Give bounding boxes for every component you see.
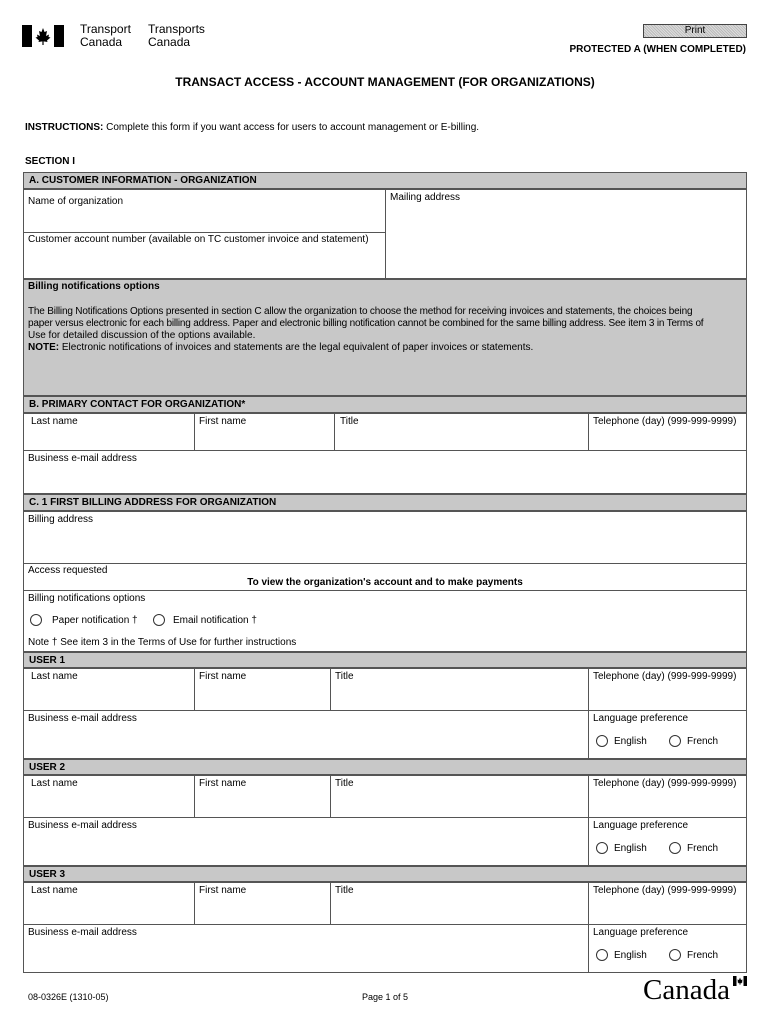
user-3-last-name-input[interactable] bbox=[25, 898, 192, 922]
org-name-input[interactable] bbox=[26, 208, 382, 230]
wordmark-text: Canada bbox=[643, 974, 730, 1006]
user-2-title-input[interactable] bbox=[332, 791, 586, 815]
user-1-last-name-label: Last name bbox=[31, 671, 78, 682]
user-3-telephone-label: Telephone (day) (999-999-9999) bbox=[593, 885, 737, 896]
user-2-french-radio[interactable] bbox=[669, 842, 681, 854]
mailing-address-label: Mailing address bbox=[390, 192, 461, 203]
user-3-french-label: French bbox=[687, 950, 719, 961]
user-3-header: USER 3 bbox=[23, 866, 747, 882]
user-2-email-label: Business e-mail address bbox=[28, 820, 137, 831]
paper-notification-label: Paper notification † bbox=[52, 615, 138, 626]
user-3-english-label: English bbox=[614, 950, 647, 961]
user-3-title-input[interactable] bbox=[332, 898, 586, 922]
instructions-text: Complete this form if you want access for users to account management or E-billing. bbox=[106, 122, 480, 133]
billing-text-2: paper versus electronic for each billing address. Paper and electronic billing notification cannot be combined for the same billing address. See item 3 in Terms of bbox=[28, 318, 704, 329]
dept-name-en bbox=[80, 23, 131, 49]
user-3-email-label: Business e-mail address bbox=[28, 927, 137, 938]
contact-last-name-input[interactable] bbox=[25, 428, 192, 448]
account-number-input[interactable] bbox=[26, 248, 382, 276]
user-2-language-label: Language preference bbox=[593, 820, 689, 831]
contact-last-name-label: Last name bbox=[31, 416, 78, 427]
user-2-last-name-label: Last name bbox=[31, 778, 78, 789]
contact-title-label: Title bbox=[340, 416, 359, 427]
dept-fr-line2: Canada bbox=[148, 35, 191, 49]
user-3-last-name-label: Last name bbox=[31, 885, 78, 896]
user-2-telephone-label: Telephone (day) (999-999-9999) bbox=[593, 778, 737, 789]
billing-address-label: Billing address bbox=[28, 514, 94, 525]
user-1-telephone-label: Telephone (day) (999-999-9999) bbox=[593, 671, 737, 682]
user-2-english-radio[interactable] bbox=[596, 842, 608, 854]
user-3-title-label: Title bbox=[335, 885, 354, 896]
section-a-header: A. CUSTOMER INFORMATION - ORGANIZATION bbox=[23, 172, 747, 189]
user-2-last-name-input[interactable] bbox=[25, 791, 192, 815]
canada-flag-logo bbox=[22, 25, 64, 47]
user-1-email-input[interactable] bbox=[26, 726, 586, 756]
dept-name-fr bbox=[148, 23, 205, 49]
wordmark-flag-icon bbox=[733, 976, 747, 986]
user-3-email-input[interactable] bbox=[26, 940, 586, 970]
access-requested-value: To view the organization's account and to make payments bbox=[247, 577, 523, 588]
user-3-english-radio[interactable] bbox=[596, 949, 608, 961]
user-2-title-label: Title bbox=[335, 778, 354, 789]
user-1-title-label: Title bbox=[335, 671, 354, 682]
terms-note: Note † See item 3 in the Terms of Use for further instructions bbox=[28, 637, 297, 648]
user-1-english-radio[interactable] bbox=[596, 735, 608, 747]
section-b-header: B. PRIMARY CONTACT FOR ORGANIZATION* bbox=[23, 396, 747, 413]
user-1-french-radio[interactable] bbox=[669, 735, 681, 747]
billing-address-input[interactable] bbox=[26, 527, 744, 561]
user-2-first-name-label: First name bbox=[199, 778, 247, 789]
instructions-label: INSTRUCTIONS: bbox=[25, 122, 104, 133]
user-3-first-name-input[interactable] bbox=[196, 898, 328, 922]
user-2-english-label: English bbox=[614, 843, 647, 854]
user-3-language-label: Language preference bbox=[593, 927, 689, 938]
user-1-header: USER 1 bbox=[23, 652, 747, 668]
user-3-first-name-label: First name bbox=[199, 885, 247, 896]
access-requested-label: Access requested bbox=[28, 565, 108, 576]
email-notification-label: Email notification † bbox=[173, 615, 257, 626]
user-2-header: USER 2 bbox=[23, 759, 747, 775]
section-c1-header: C. 1 FIRST BILLING ADDRESS FOR ORGANIZATION bbox=[23, 494, 747, 511]
protected-label: PROTECTED A (WHEN COMPLETED) bbox=[569, 44, 746, 55]
user-1-email-label: Business e-mail address bbox=[28, 713, 137, 724]
form-number: 08-0326E (1310-05) bbox=[28, 992, 109, 1002]
billing-note bbox=[28, 342, 533, 354]
billing-text-3: Use for detailed discussion of the options available. bbox=[28, 330, 256, 341]
contact-title-input[interactable] bbox=[336, 428, 586, 448]
user-1-english-label: English bbox=[614, 736, 647, 747]
user-2-first-name-input[interactable] bbox=[196, 791, 328, 815]
user-2-email-input[interactable] bbox=[26, 833, 586, 863]
note-text: Electronic notifications of invoices and statements are the legal equivalent of paper invoices or statements. bbox=[61, 342, 534, 353]
account-number-label: Customer account number (available on TC customer invoice and statement) bbox=[28, 234, 369, 245]
section-label: SECTION I bbox=[25, 156, 76, 167]
paper-notification-radio[interactable] bbox=[30, 614, 42, 626]
print-button[interactable]: Print bbox=[643, 24, 747, 38]
contact-telephone-label: Telephone (day) (999-999-9999) bbox=[593, 416, 737, 427]
email-notification-radio[interactable] bbox=[153, 614, 165, 626]
user-1-title-input[interactable] bbox=[332, 684, 586, 708]
dept-fr-line1: Transports bbox=[148, 22, 205, 36]
user-1-language-label: Language preference bbox=[593, 713, 689, 724]
contact-first-name-input[interactable] bbox=[196, 428, 332, 448]
dept-en-line2: Canada bbox=[80, 35, 123, 49]
billing-notification-options-label: Billing notifications options bbox=[28, 593, 146, 604]
billing-options-title: Billing notifications options bbox=[28, 281, 160, 292]
user-1-last-name-input[interactable] bbox=[25, 684, 192, 708]
contact-first-name-label: First name bbox=[199, 416, 247, 427]
user-3-french-radio[interactable] bbox=[669, 949, 681, 961]
mailing-address-input[interactable] bbox=[389, 204, 744, 276]
billing-text-1: The Billing Notifications Options presented in section C allow the organization to choose the method for receiving invoices and statements, the choices being bbox=[28, 306, 693, 317]
dept-en-line1: Transport bbox=[80, 22, 131, 36]
user-1-first-name-input[interactable] bbox=[196, 684, 328, 708]
page-number: Page 1 of 5 bbox=[362, 992, 409, 1002]
instructions bbox=[25, 122, 479, 134]
note-label: NOTE: bbox=[28, 342, 60, 353]
user-2-telephone-input[interactable] bbox=[590, 791, 745, 815]
user-3-telephone-input[interactable] bbox=[590, 898, 745, 922]
user-1-french-label: French bbox=[687, 736, 719, 747]
contact-email-input[interactable] bbox=[26, 466, 744, 492]
org-name-label: Name of organization bbox=[28, 196, 124, 207]
user-1-first-name-label: First name bbox=[199, 671, 247, 682]
contact-email-label: Business e-mail address bbox=[28, 453, 137, 464]
canada-wordmark bbox=[643, 974, 730, 1006]
contact-telephone-input[interactable] bbox=[590, 428, 745, 448]
form-title: TRANSACT ACCESS - ACCOUNT MANAGEMENT (FOR ORGANIZATIONS) bbox=[175, 75, 595, 89]
user-2-french-label: French bbox=[687, 843, 719, 854]
user-1-telephone-input[interactable] bbox=[590, 684, 745, 708]
